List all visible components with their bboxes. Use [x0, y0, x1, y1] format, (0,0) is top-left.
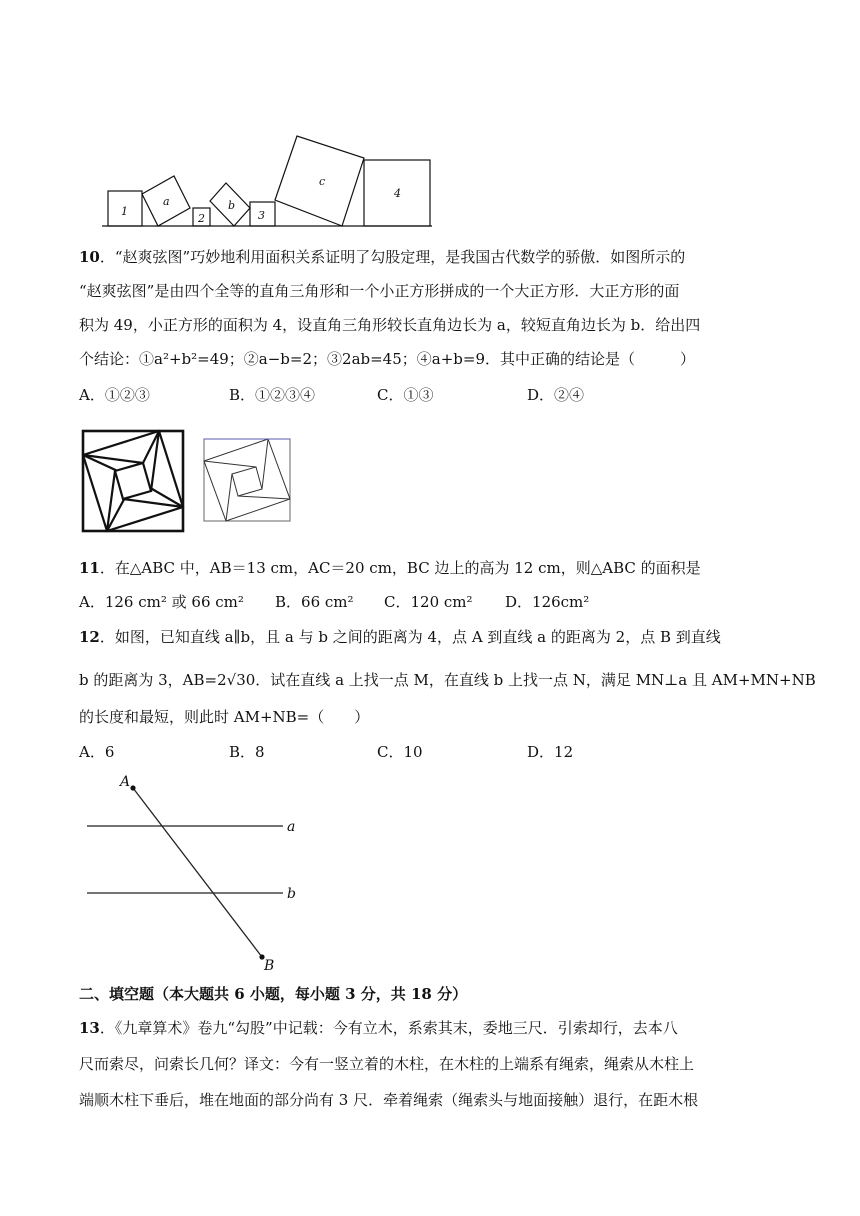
q10-line-2: “赵爽弦图”是由四个全等的直角三角形和一个小正方形拼成的一个大正方形．大正方形的面: [79, 282, 680, 300]
q10-number: 10: [79, 248, 100, 266]
q12-text-1: ．如图，已知直线 a∥b，且 a 与 b 之间的距离为 4，点 A 到直线 a 的距离为 2，点 B 到直线: [99, 628, 721, 646]
label-3: 3: [258, 209, 265, 222]
q11-line: [79, 558, 701, 578]
label-1: 1: [121, 205, 128, 218]
label-point-b: B: [264, 958, 275, 974]
q12-option-c[interactable]: C．10: [377, 743, 423, 761]
q13-line-2: 尺而索尽，问索长几何？译文：今有一竖立着的木柱，在木柱的上端系有绳索，绳索从木柱上: [79, 1055, 695, 1073]
q13-line-1: [79, 1018, 678, 1038]
q11-option-a[interactable]: A．126 cm² 或 66 cm²: [79, 593, 244, 611]
label-2: 2: [198, 212, 205, 225]
q11-option-c[interactable]: C．120 cm²: [384, 593, 473, 611]
q11-text: ．在△ABC 中，AB＝13 cm，AC＝20 cm，BC 边上的高为 12 cm，则△ABC 的面积是: [99, 559, 701, 577]
zhao-shuang-figure-1: [80, 428, 186, 534]
q11-option-b[interactable]: B．66 cm²: [275, 593, 354, 611]
segment-ab: [133, 788, 262, 957]
q10-line-3: 积为 49，小正方形的面积为 4，设直角三角形较长直角边长为 a，较短直角边长为 b．给出四: [79, 316, 701, 334]
q12-option-d[interactable]: D．12: [527, 743, 574, 761]
label-b: b: [228, 199, 236, 212]
q12-line-2: b 的距离为 3，AB=2√30．试在直线 a 上找一点 M，在直线 b 上找一点 N，满足 MN⊥a 且 AM+MN+NB: [79, 671, 816, 689]
label-a: a: [163, 195, 170, 208]
q10-option-d[interactable]: D．②④: [527, 386, 585, 404]
parallel-lines-figure: [84, 772, 306, 974]
zhao-shuang-figure-2: [201, 436, 293, 524]
q12-option-b[interactable]: B．8: [229, 743, 265, 761]
q11-number: 11: [79, 559, 100, 577]
q10-option-b[interactable]: B．①②③④: [229, 386, 316, 404]
label-line-a: a: [287, 819, 296, 835]
q12-line-3: 的长度和最短，则此时 AM+NB=（ ）: [79, 708, 370, 726]
q12-option-a[interactable]: A．6: [79, 743, 115, 761]
label-point-a: A: [120, 774, 131, 790]
q13-number: 13: [79, 1019, 100, 1037]
q12-number: 12: [79, 628, 100, 646]
point-a: [130, 785, 135, 790]
q13-line-3: 端顺木柱下垂后，堆在地面的部分尚有 3 尺．牵着绳索（绳索头与地面接触）退行，在距木根: [79, 1091, 699, 1109]
q10-option-c[interactable]: C．①③: [377, 386, 434, 404]
q11-option-d[interactable]: D．126cm²: [505, 593, 590, 611]
q10-line-1: [79, 247, 685, 267]
squares-figure: [100, 128, 435, 228]
label-line-b: b: [287, 886, 296, 902]
label-4: 4: [394, 187, 401, 200]
label-c: c: [319, 175, 326, 188]
q12-line-1: [79, 627, 721, 647]
section-2-title: 二、填空题（本大题共 6 小题，每小题 3 分，共 18 分）: [79, 985, 468, 1003]
q13-text-1: ．《九章算术》卷九“勾股”中记载：今有立木，系索其末，委地三尺．引索却行，去本八: [99, 1019, 678, 1037]
q10-text-1: ．“赵爽弦图”巧妙地利用面积关系证明了勾股定理，是我国古代数学的骄傲．如图所示的: [99, 248, 686, 266]
q10-option-a[interactable]: A．①②③: [79, 386, 150, 404]
q10-line-4: 个结论：①a²+b²=49；②a−b=2；③2ab=45；④a+b=9．其中正确的结论是（ ）: [79, 350, 695, 368]
